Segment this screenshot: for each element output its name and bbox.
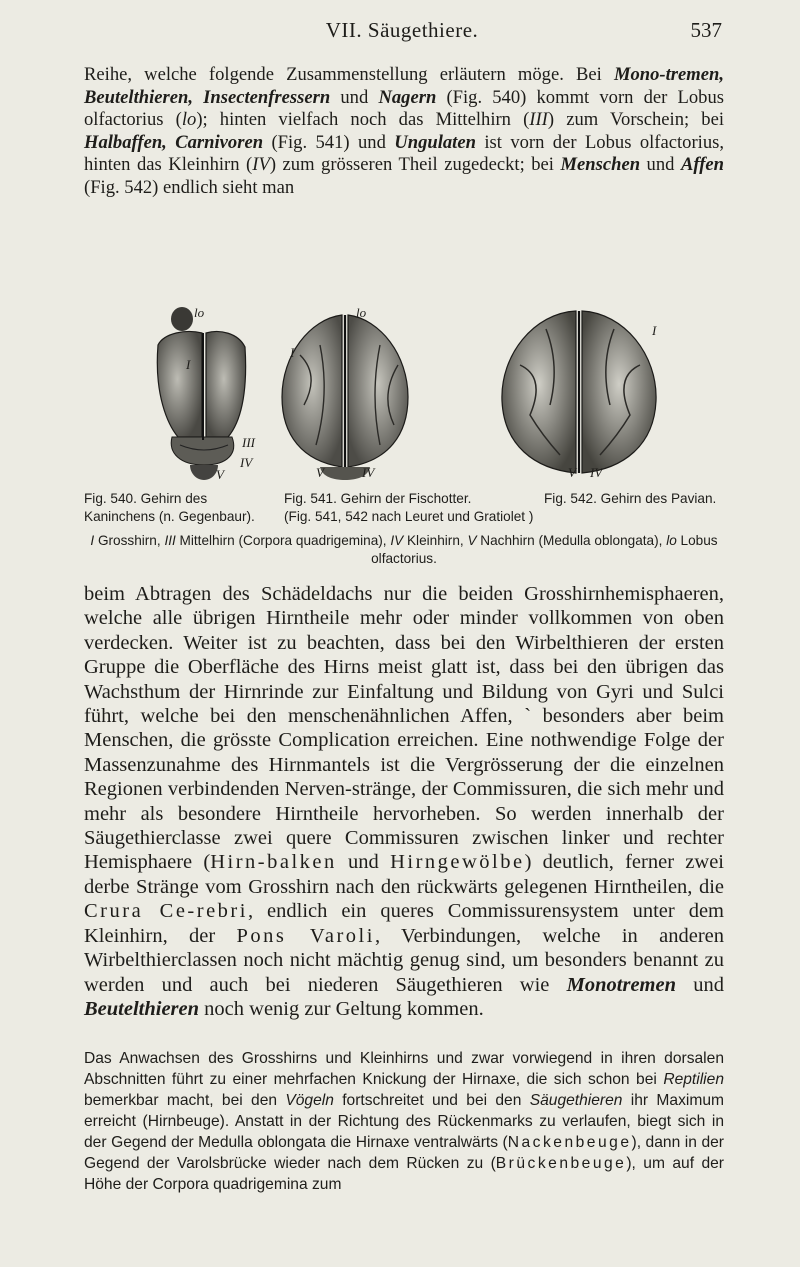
baboon-brain-illustration xyxy=(490,305,670,480)
legend-key: I xyxy=(90,533,95,548)
page-number: 537 xyxy=(690,18,722,42)
text-run: ), um auf der Höhe der Corpora quadrigemina zum xyxy=(84,1155,724,1193)
spaced-term: Brückenbeuge xyxy=(495,1155,627,1172)
text-run: Reihe, welche folgende Zusammenstellung erläutern möge. Bei xyxy=(84,64,614,85)
figure-label-lo: lo xyxy=(194,305,205,320)
figure-label-III: III xyxy=(242,435,255,450)
legend-key: lo xyxy=(666,533,677,548)
text-run: (Fig. 542) endlich sieht man xyxy=(84,176,295,198)
running-header xyxy=(82,18,722,48)
emphasis: Nagern xyxy=(378,86,437,108)
legend-text: Grosshirn, xyxy=(94,533,165,548)
legend-key: III xyxy=(164,533,176,548)
figure-label-IV: IV xyxy=(362,465,375,480)
caption-line: Fig. 540. Gehirn des xyxy=(84,491,208,506)
text-run: ist vorn der Lobus olfactorius, hinten das Kleinhirn ( xyxy=(84,131,725,176)
emphasis: Ungulaten xyxy=(394,131,476,153)
emphasis: Reptilien xyxy=(663,1071,724,1088)
caption-line: Kaninchens (n. Gegenbaur). xyxy=(84,509,255,524)
spaced-term: Pons Varoli xyxy=(236,924,375,947)
figure-captions xyxy=(84,490,724,568)
text-run: bemerkbar macht, bei den xyxy=(84,1092,286,1109)
legend-text: Mittelhirn (Corpora quadrigemina), xyxy=(175,533,391,548)
figure-label-IV: IV xyxy=(240,455,253,470)
figure-label-lo: lo xyxy=(356,305,367,320)
text-run: ) zum grösseren Theil zugedeckt; bei xyxy=(269,154,561,176)
figure-row xyxy=(150,305,710,485)
text-run: ) zum Vorschein; bei xyxy=(547,109,725,131)
figure-label-V: V xyxy=(568,465,576,480)
spaced-term: Crura Ce-rebri xyxy=(84,900,248,923)
emphasis: Monotremen xyxy=(566,973,677,996)
spaced-term: Hirngewölbe xyxy=(390,851,525,874)
text-run: und xyxy=(676,973,724,996)
text-run: ) deutlich, ferner zwei derbe Stränge vom Grosshirn nach den rückwärts gelegenen Hirntheilen, die xyxy=(84,851,724,898)
text-run: , Verbindungen, welche in anderen Wirbelthierclassen noch nicht mächtig genug sind, um besonders benannt zu werden und auch bei niederen Säugethieren wie xyxy=(84,924,724,996)
text-run: und xyxy=(640,154,681,176)
emphasis: Halbaffen, Carnivoren xyxy=(84,131,264,153)
emphasis: Mono-tremen, Beutelthieren, Insectenfressern xyxy=(84,64,724,108)
text-run: ), dann in der Gegend der Varolsbrücke wieder nach dem Rücken zu ( xyxy=(84,1134,724,1172)
text-run: ihr Maximum erreicht (Hirnbeuge). Anstatt in der Richtung des Rückenmarks zu verlaufen, biegt sich in der Gegend der Medulla oblongata die Hirnaxe ventralwärts ( xyxy=(84,1092,724,1151)
emphasis: IV xyxy=(252,154,270,176)
otter-brain-illustration xyxy=(260,305,430,480)
text-run: und xyxy=(330,86,379,108)
figure-baboon-brain xyxy=(490,305,670,480)
figure-otter-brain xyxy=(260,305,430,480)
text-run: (Fig. 540) kommt vorn der Lobus olfactorius ( xyxy=(84,86,724,131)
text-run: und xyxy=(336,851,391,874)
caption-row xyxy=(84,490,724,528)
legend-key: V xyxy=(467,533,477,548)
small-print-paragraph xyxy=(84,1048,724,1195)
text-run: ); hinten vielfach noch das Mittelhirn ( xyxy=(196,109,530,131)
text-run: beim Abtragen des Schädeldachs nur die beiden Grosshirnhemisphaeren, welche alle übrigen Hirntheile mehr oder minder vollkommen von oben verdecken. Weiter ist zu beachten, dass bei den Wirbelthieren der ersten Gruppe die Oberfläche des Hirns meist glatt ist, dass bei den übrigen das Wachsthum der Hirnrinde zur Einfaltung und Bildung von Gyri und Sulci führt, welche bei den menschenähnlichen Affen, ` besonders aber beim Menschen, die grösste Complication erreichen. Eine nothwendige Folge der Massenzunahme des Hirnmantels ist die Vergrösserung der die einzelnen Regionen verbindenden Nerven-stränge, der Commissuren, die sich mehr und mehr als besondere Hirntheile hervorheben. So werden innerhalb der Säugethierclasse zwei quere Commissuren zwischen linker und rechter Hemisphaere ( xyxy=(84,583,724,874)
caption-fig-541 xyxy=(284,490,533,526)
caption-fig-542 xyxy=(544,490,716,508)
caption-fig-540 xyxy=(84,490,255,526)
text-run: , endlich ein queres Commissurensystem unter dem Kleinhirn, der xyxy=(84,900,724,947)
emphasis: Säugethieren xyxy=(529,1092,623,1109)
caption-line: Fig. 542. Gehirn des Pavian. xyxy=(544,491,717,506)
body-paragraph xyxy=(84,582,724,1021)
chapter-title: VII. Säugethiere. xyxy=(325,18,479,42)
legend-text: Lobus olfactorius. xyxy=(371,533,718,566)
emphasis: lo xyxy=(181,109,197,131)
figure-label-I: I xyxy=(652,323,657,338)
text-run: fortschreitet und bei den xyxy=(333,1092,530,1109)
legend-key: IV xyxy=(390,533,404,548)
figure-label-I: I xyxy=(186,357,191,372)
figure-label-IV: IV xyxy=(590,465,603,480)
emphasis: III xyxy=(529,109,548,131)
caption-line: Fig. 541. Gehirn der Fischotter. xyxy=(284,491,472,506)
spaced-term: Nackenbeuge xyxy=(507,1134,632,1151)
intro-paragraph xyxy=(84,64,724,200)
text-run: noch wenig zur Geltung kommen. xyxy=(199,997,484,1020)
caption-line: (Fig. 541, 542 nach Leuret und Gratiolet ) xyxy=(284,509,534,524)
figure-label-I: I xyxy=(290,345,295,360)
figure-label-V: V xyxy=(216,467,224,482)
figure-label-V: V xyxy=(316,465,324,480)
spaced-term: Hirn-balken xyxy=(210,851,337,874)
figure-rabbit-brain xyxy=(150,305,260,480)
emphasis: Beutelthieren xyxy=(84,997,200,1020)
rabbit-brain-illustration xyxy=(150,305,260,480)
emphasis: Affen xyxy=(680,154,725,176)
emphasis: Menschen xyxy=(560,154,641,176)
text-run: Das Anwachsen des Grosshirns und Kleinhirns und zwar vorwiegend in ihren dorsalen Abschnitten führt zu einer mehrfachen Knickung der Hirnaxe, die sich schon bei xyxy=(84,1050,724,1088)
figure-legend xyxy=(84,532,724,568)
text-run: (Fig. 541) und xyxy=(263,131,395,153)
legend-text: Kleinhirn, xyxy=(403,533,468,548)
emphasis: Vögeln xyxy=(285,1092,334,1109)
legend-text: Nachhirn (Medulla oblongata), xyxy=(476,533,667,548)
